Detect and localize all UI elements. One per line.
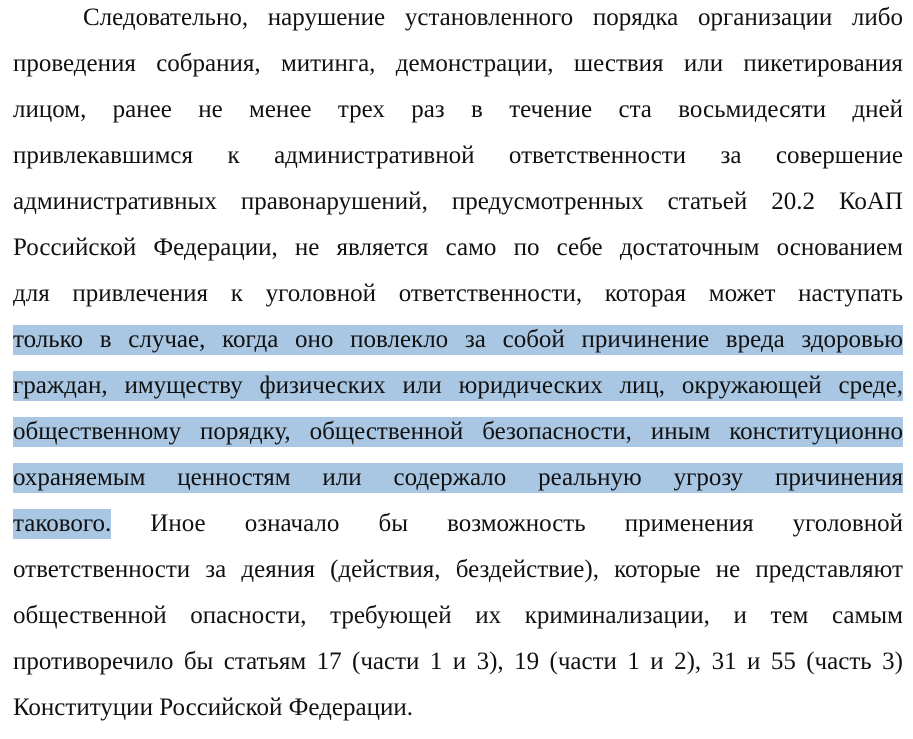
word: и <box>452 648 467 675</box>
highlighted-word: физических <box>259 372 386 399</box>
word: порядка <box>592 4 679 31</box>
word: митинга, <box>280 50 376 77</box>
highlighted-word: реальную <box>538 464 642 491</box>
word: (часть <box>806 648 872 675</box>
text-line <box>13 371 903 417</box>
word: трех <box>337 96 385 123</box>
word: Иное <box>150 510 206 537</box>
word: является <box>336 234 429 261</box>
word: ответственности <box>13 556 191 583</box>
word: возможность <box>447 510 586 537</box>
text-line <box>13 325 903 371</box>
text-line <box>13 95 903 141</box>
text-line-content <box>13 187 903 217</box>
highlighted-word: среде, <box>838 372 903 399</box>
highlighted-word: окружающей <box>681 372 822 399</box>
word: 55 <box>770 648 796 675</box>
highlighted-word: причинение <box>581 326 710 353</box>
line-text: Конституции Российской Федерации. <box>13 694 413 721</box>
word: либо <box>851 4 903 31</box>
word: восьмидесяти <box>678 96 827 123</box>
word: представляют <box>755 556 903 583</box>
text-line-content <box>13 49 903 79</box>
word: 3), <box>476 648 504 675</box>
word: проведения <box>13 50 136 77</box>
word: за <box>720 142 742 169</box>
word: которая <box>604 280 687 307</box>
highlighted-word: конституционно <box>729 418 903 445</box>
word: 31 <box>711 648 737 675</box>
highlighted-word: охраняемым <box>13 464 146 491</box>
word: или <box>683 50 724 77</box>
word: 17 <box>316 648 342 675</box>
word: (части <box>549 648 617 675</box>
word: 1 <box>429 648 443 675</box>
highlighted-word: причинения <box>775 464 903 491</box>
word: общественной <box>13 602 167 629</box>
word: бы <box>378 510 408 537</box>
word: не <box>715 556 741 583</box>
word: 20.2 <box>771 188 815 215</box>
text-line <box>13 509 903 555</box>
highlighted-word: общественной <box>309 418 464 445</box>
word: не <box>198 96 223 123</box>
highlighted-word: или <box>322 464 362 491</box>
word: и <box>733 602 747 629</box>
word: к <box>227 142 240 169</box>
word: административных <box>13 188 217 215</box>
word: пикетирования <box>743 50 903 77</box>
highlighted-word: здоровью <box>801 326 903 353</box>
word: КоАП <box>838 188 903 215</box>
highlighted-word: содержало <box>393 464 507 491</box>
word: требующей <box>330 602 452 629</box>
word: себе <box>556 234 603 261</box>
highlighted-word: когда <box>222 326 279 353</box>
text-line-content <box>13 555 903 585</box>
word: (действия, <box>330 556 441 583</box>
text-line-content <box>13 141 903 171</box>
word: само <box>445 234 497 261</box>
word: лицом, <box>13 96 87 123</box>
word: привлекавшимся <box>13 142 194 169</box>
text-line <box>13 187 903 233</box>
word: раз <box>411 96 445 123</box>
text-line <box>13 601 903 647</box>
word: 2), <box>674 648 702 675</box>
word: статьей <box>667 188 748 215</box>
text-line-content <box>13 647 903 677</box>
word: может <box>708 280 776 307</box>
word: уголовной <box>792 510 903 537</box>
text-line <box>13 141 903 187</box>
highlighted-word: иным <box>650 418 711 445</box>
word: менее <box>249 96 312 123</box>
highlighted-word: такового. <box>13 510 112 537</box>
word: установленного <box>404 4 574 31</box>
text-line-content <box>13 3 903 33</box>
word: статьям <box>223 648 307 675</box>
word: ранее <box>112 96 172 123</box>
word: совершение <box>775 142 903 169</box>
word: (части <box>352 648 420 675</box>
text-line <box>13 463 903 509</box>
word: тем <box>770 602 809 629</box>
text-line <box>13 555 903 601</box>
highlighted-word: общественному <box>13 418 182 445</box>
highlighted-word: угрозу <box>673 464 744 491</box>
text-line <box>13 233 903 279</box>
word: которые <box>614 556 701 583</box>
word: ответственности <box>508 142 687 169</box>
word: Российской <box>13 234 137 261</box>
word: собрания, <box>156 50 261 77</box>
text-line <box>13 647 903 693</box>
text-line-content <box>13 371 903 401</box>
word: по <box>513 234 540 261</box>
text-line <box>13 279 903 325</box>
text-line-content <box>13 601 903 631</box>
word: Федерации, <box>153 234 278 261</box>
highlighted-word: только <box>13 326 84 353</box>
text-line-content <box>13 233 903 263</box>
word: правонарушений, <box>240 188 428 215</box>
text-line-content <box>13 417 903 447</box>
text-line <box>13 49 903 95</box>
word: для <box>13 280 50 307</box>
word: наступать <box>798 280 903 307</box>
highlighted-word: ценностям <box>177 464 291 491</box>
word: и <box>747 648 761 675</box>
word: опасности, <box>190 602 307 629</box>
word: бы <box>183 648 214 675</box>
highlighted-word: граждан, <box>13 372 108 399</box>
word: 19 <box>514 648 540 675</box>
word: деяния <box>241 556 315 583</box>
text-line-content <box>13 279 903 309</box>
word: и <box>650 648 664 675</box>
word: 1 <box>627 648 640 675</box>
highlighted-word: порядку, <box>200 418 291 445</box>
word: Следовательно, <box>83 4 249 31</box>
word: противоречило <box>13 648 174 675</box>
word: ответственности, <box>398 280 583 307</box>
highlighted-word: вреда <box>725 326 785 353</box>
text-line-content <box>13 509 903 539</box>
word: привлечения <box>72 280 209 307</box>
highlighted-word: в <box>99 326 112 353</box>
word: 3) <box>882 648 903 675</box>
highlighted-word: повлекло <box>350 326 449 353</box>
text-line-content <box>13 463 903 493</box>
word: шествия <box>573 50 664 77</box>
highlighted-word: за <box>464 326 486 353</box>
word: уголовной <box>265 280 376 307</box>
word: к <box>230 280 243 307</box>
word: за <box>205 556 227 583</box>
word: не <box>294 234 320 261</box>
word: основанием <box>776 234 903 261</box>
text-line <box>13 3 903 49</box>
text-line <box>13 693 903 739</box>
word: криминализации, <box>524 602 710 629</box>
text-line <box>13 417 903 463</box>
word: самым <box>831 602 903 629</box>
word: течение <box>509 96 593 123</box>
word: в <box>471 96 483 123</box>
word: демонстрации, <box>395 50 554 77</box>
highlighted-word: случае, <box>128 326 206 353</box>
word: достаточным <box>619 234 760 261</box>
word: их <box>475 602 502 629</box>
highlighted-word: безопасности, <box>482 418 632 445</box>
highlighted-word: лиц, <box>619 372 666 399</box>
text-line-content <box>13 325 903 355</box>
word: означало <box>244 510 340 537</box>
word: дней <box>852 96 903 123</box>
word: ста <box>618 96 652 123</box>
word: нарушение <box>267 4 386 31</box>
word: предусмотренных <box>451 188 644 215</box>
highlighted-word: имуществу <box>124 372 243 399</box>
highlighted-word: оно <box>295 326 334 353</box>
word: организации <box>697 4 833 31</box>
highlighted-word: или <box>402 372 442 399</box>
word: применения <box>624 510 754 537</box>
text-line-content <box>13 95 903 125</box>
word: административной <box>274 142 475 169</box>
text-line-content <box>13 693 903 723</box>
highlighted-word: юридических <box>458 372 603 399</box>
word: бездействие), <box>455 556 599 583</box>
highlighted-word: собой <box>502 326 565 353</box>
